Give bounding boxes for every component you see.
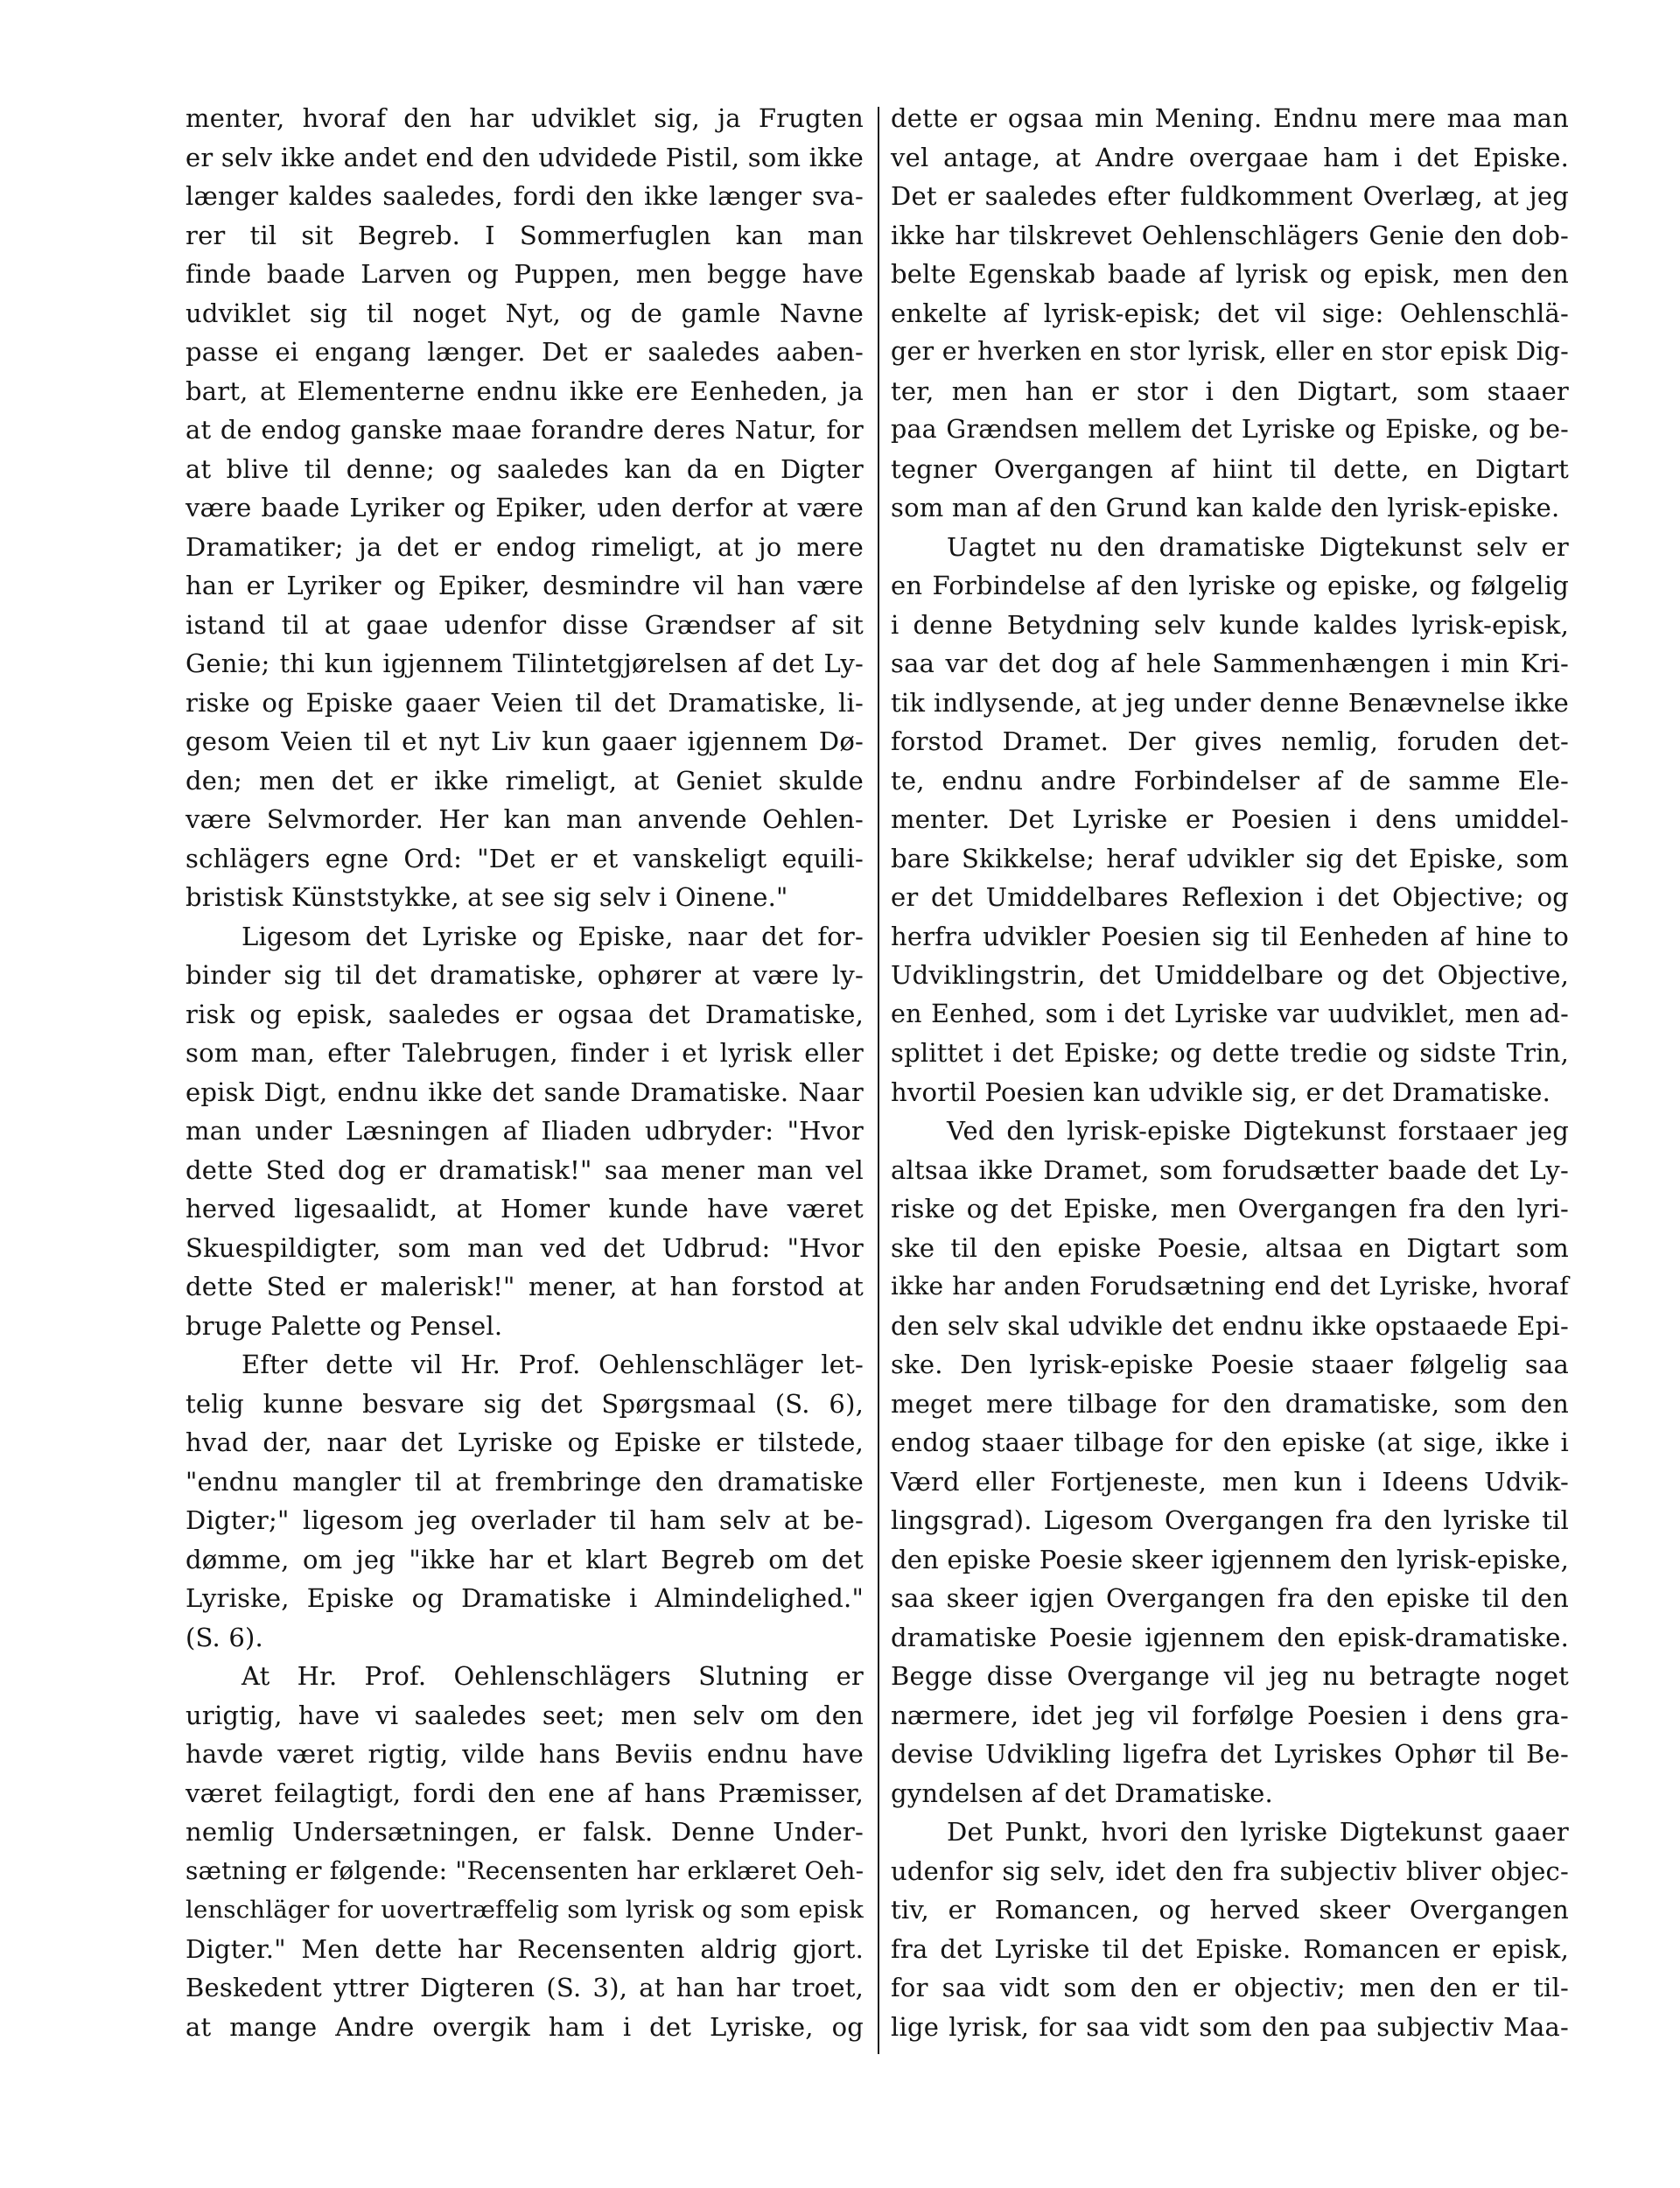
text-line: paa Grændsen mellem det Lyriske og Episke, og be- xyxy=(891,415,1569,444)
text-line: fra det Lyriske til det Episke. Romancen er episk, xyxy=(891,1933,1569,1964)
text-line: vel antage, at Andre overgaae ham i det Episke. xyxy=(891,142,1569,172)
text-line: Værd eller Fortjeneste, men kun i Ideens Udvik- xyxy=(891,1466,1569,1497)
text-line: den selv skal udvikle det endnu ikke opstaaede Epi- xyxy=(891,1310,1569,1341)
text-line: nemlig Undersætningen, er falsk. Denne Under- xyxy=(186,1817,864,1847)
text-line: at de endog ganske maae forandre deres Natur, for xyxy=(186,415,864,445)
text-line: tik indlysende, at jeg under denne Benævnelse ikke xyxy=(891,687,1569,718)
text-line: Det er saaledes efter fuldkomment Overlæg, at jeg xyxy=(891,181,1569,211)
text-line: At Hr. Prof. Oehlenschlägers Slutning er xyxy=(242,1661,864,1691)
text-line: Lyriske, Episke og Dramatiske i Almindelighed." xyxy=(186,1583,864,1613)
text-line: Digter." Men dette har Recensenten aldrig gjort. xyxy=(186,1933,864,1964)
text-line: tegner Overgangen af hiint til dette, en Digtart xyxy=(891,453,1569,484)
text-line: dette Sted dog er dramatisk!" saa mener man vel xyxy=(186,1154,864,1185)
text-line: i denne Betydning selv kunde kaldes lyrisk-episk, xyxy=(891,609,1569,640)
left-text-column xyxy=(186,99,864,2064)
text-line: urigtig, have vi saaledes seet; men selv om den xyxy=(186,1700,864,1730)
text-line: endog staaer tilbage for den episke (at sige, ikke i xyxy=(891,1427,1569,1457)
text-line: som man af den Grund kan kalde den lyrisk-episke. xyxy=(891,493,1560,522)
text-line: te, endnu andre Forbindelser af de samme Ele- xyxy=(891,765,1569,796)
text-line: Skuespildigter, som man ved det Udbrud: "Hvor xyxy=(186,1232,864,1263)
right-text-column xyxy=(891,99,1569,2064)
text-line: den episke Poesie skeer igjennem den lyrisk-episke, xyxy=(891,1544,1569,1574)
text-line: Beskedent yttrer Digteren (S. 3), at han har troet, xyxy=(186,1973,864,2002)
text-line: risk og episk, saaledes er ogsaa det Dramatiske, xyxy=(186,999,864,1029)
text-line: Efter dette vil Hr. Prof. Oehlenschläger let- xyxy=(242,1350,864,1379)
text-line: være Selvmorder. Her kan man anvende Oehlen- xyxy=(186,804,864,834)
text-line: hvad der, naar det Lyriske og Episke er tilstede, xyxy=(186,1427,864,1457)
text-line: Ligesom det Lyriske og Episke, naar det for- xyxy=(242,921,864,951)
text-line: været feilagtigt, fordi den ene af hans Præmisser, xyxy=(186,1778,864,1808)
text-line: herfra udvikler Poesien sig til Eenheden af hine to xyxy=(891,921,1569,951)
text-line: Dramatiker; ja det er endog rimeligt, at jo mere xyxy=(186,531,864,562)
text-line: Begge disse Overgange vil jeg nu betragte noget xyxy=(891,1661,1569,1691)
text-line: er selv ikke andet end den udvidede Pistil, som ikke xyxy=(186,142,864,172)
text-line: lige lyrisk, for saa vidt som den paa subjectiv Maa- xyxy=(891,2011,1569,2042)
text-line: episk Digt, endnu ikke det sande Dramatiske. Naar xyxy=(186,1076,864,1107)
text-line: (S. 6). xyxy=(186,1622,263,1652)
text-line: belte Egenskab baade af lyrisk og episk, men den xyxy=(891,259,1569,289)
text-line: længer kaldes saaledes, fordi den ikke længer sva- xyxy=(186,181,864,211)
text-line: udviklet sig til noget Nyt, og de gamle Navne xyxy=(186,298,864,328)
text-line: altsaa ikke Dramet, som forudsætter baade det Ly- xyxy=(891,1154,1569,1185)
text-line: ter, men han er stor i den Digtart, som staaer xyxy=(891,375,1569,406)
text-line: er det Umiddelbares Reflexion i det Objective; og xyxy=(891,882,1569,912)
text-line: ske. Den lyrisk-episke Poesie staaer følgelig saa xyxy=(891,1350,1569,1379)
text-line: havde været rigtig, vilde hans Beviis endnu have xyxy=(186,1739,864,1769)
text-line: telig kunne besvare sig det Spørgsmaal (S. 6), xyxy=(186,1388,864,1419)
text-line: at blive til denne; og saaledes kan da en Digter xyxy=(186,453,864,484)
text-line: dette er ogsaa min Mening. Endnu mere maa man xyxy=(891,103,1569,133)
text-line: Uagtet nu den dramatiske Digtekunst selv er xyxy=(947,531,1569,562)
text-line: være baade Lyriker og Epiker, uden derfor at være xyxy=(186,493,864,522)
text-line: lingsgrad). Ligesom Overgangen fra den lyriske til xyxy=(891,1505,1569,1535)
text-line: dramatiske Poesie igjennem den episk-dramatiske. xyxy=(891,1622,1569,1652)
text-line: schlägers egne Ord: "Det er et vanskeligt equili- xyxy=(186,843,864,873)
text-line: "endnu mangler til at frembringe den dramatiske xyxy=(186,1466,864,1497)
text-line: gesom Veien til et nyt Liv kun gaaer igjennem Dø- xyxy=(186,726,864,756)
text-line: istand til at gaae udenfor disse Grændser af sit xyxy=(186,609,864,640)
text-line: finde baade Larven og Puppen, men begge have xyxy=(186,259,864,289)
text-line: ikke har tilskrevet Oehlenschlägers Genie den dob- xyxy=(891,220,1569,250)
text-line: ske til den episke Poesie, altsaa en Digtart som xyxy=(891,1232,1569,1263)
text-line: splittet i det Episke; og dette tredie og sidste Trin, xyxy=(891,1038,1569,1068)
text-line: meget mere tilbage for den dramatiske, som den xyxy=(891,1388,1569,1419)
text-line: bare Skikkelse; heraf udvikler sig det Episke, som xyxy=(891,843,1569,873)
text-line: Ved den lyrisk-episke Digtekunst forstaaer jeg xyxy=(947,1116,1569,1146)
text-line: udenfor sig selv, idet den fra subjectiv bliver objec- xyxy=(891,1855,1569,1886)
text-line: som man, efter Talebrugen, finder i et lyrisk eller xyxy=(186,1038,864,1068)
text-line: rer til sit Begreb. I Sommerfuglen kan man xyxy=(186,220,864,250)
text-line: lenschläger for uovertræffelig som lyrisk og som episk xyxy=(186,1896,864,1924)
text-line: herved ligesaalidt, at Homer kunde have været xyxy=(186,1194,864,1224)
text-line: devise Udvikling ligefra det Lyriskes Ophør til Be- xyxy=(891,1739,1569,1769)
text-line: Udviklingstrin, det Umiddelbare og det Objective, xyxy=(891,960,1569,990)
text-line: sætning er følgende: "Recensenten har erklæret Oeh- xyxy=(186,1855,864,1885)
text-line: riske og Episke gaaer Veien til det Dramatiske, li- xyxy=(186,687,864,718)
text-line: enkelte af lyrisk-episk; det vil sige: Oehlenschlä- xyxy=(891,298,1569,328)
text-line: ger er hverken en stor lyrisk, eller en stor episk Dig- xyxy=(891,337,1569,366)
text-line: Det Punkt, hvori den lyriske Digtekunst gaaer xyxy=(947,1817,1569,1847)
text-line: saa var det dog af hele Sammenhængen i min Kri- xyxy=(891,649,1569,678)
text-line: man under Læsningen af Iliaden udbryder: "Hvor xyxy=(186,1116,864,1146)
text-line: riske og det Episke, men Overgangen fra den lyri- xyxy=(891,1194,1569,1224)
text-line: Digter;" ligesom jeg overlader til ham selv at be- xyxy=(186,1505,864,1535)
text-line: menter, hvoraf den har udviklet sig, ja Frugten xyxy=(186,103,864,133)
text-line: menter. Det Lyriske er Poesien i dens umiddel- xyxy=(891,804,1569,834)
text-line: gyndelsen af det Dramatiske. xyxy=(891,1778,1273,1808)
text-line: passe ei engang længer. Det er saaledes aaben- xyxy=(186,337,864,367)
text-line: den; men det er ikke rimeligt, at Geniet skulde xyxy=(186,765,864,796)
text-line: ikke har anden Forudsætning end det Lyriske, hvoraf xyxy=(891,1272,1569,1301)
text-line: hvortil Poesien kan udvikle sig, er det Dramatiske. xyxy=(891,1076,1551,1107)
text-line: dette Sted er malerisk!" mener, at han forstod at xyxy=(186,1272,864,1301)
text-line: for saa vidt som den er objectiv; men den er til- xyxy=(891,1973,1569,2002)
text-line: en Forbindelse af den lyriske og episke, og følgelig xyxy=(891,571,1569,600)
text-line: nærmere, idet jeg vil forfølge Poesien i dens gra- xyxy=(891,1700,1569,1730)
text-line: binder sig til det dramatiske, ophører at være ly- xyxy=(186,960,864,990)
text-line: bart, at Elementerne endnu ikke ere Eenheden, ja xyxy=(186,375,864,406)
text-line: forstod Dramet. Der gives nemlig, foruden det- xyxy=(891,726,1569,756)
text-line: saa skeer igjen Overgangen fra den episke til den xyxy=(891,1583,1569,1613)
text-line: en Eenhed, som i det Lyriske var uudviklet, men ad- xyxy=(891,999,1569,1028)
column-divider xyxy=(878,107,879,2054)
text-line: tiv, er Romancen, og herved skeer Overgangen xyxy=(891,1895,1569,1925)
text-line: dømme, om jeg "ikke har et klart Begreb om det xyxy=(186,1544,864,1574)
text-line: Genie; thi kun igjennem Tilintetgjørelsen af det Ly- xyxy=(186,649,864,678)
text-line: bristisk Künststykke, at see sig selv i Oinene." xyxy=(186,882,788,912)
text-line: bruge Palette og Pensel. xyxy=(186,1310,503,1341)
text-line: han er Lyriker og Epiker, desmindre vil han være xyxy=(186,571,864,600)
text-line: at mange Andre overgik ham i det Lyriske, og xyxy=(186,2011,864,2042)
